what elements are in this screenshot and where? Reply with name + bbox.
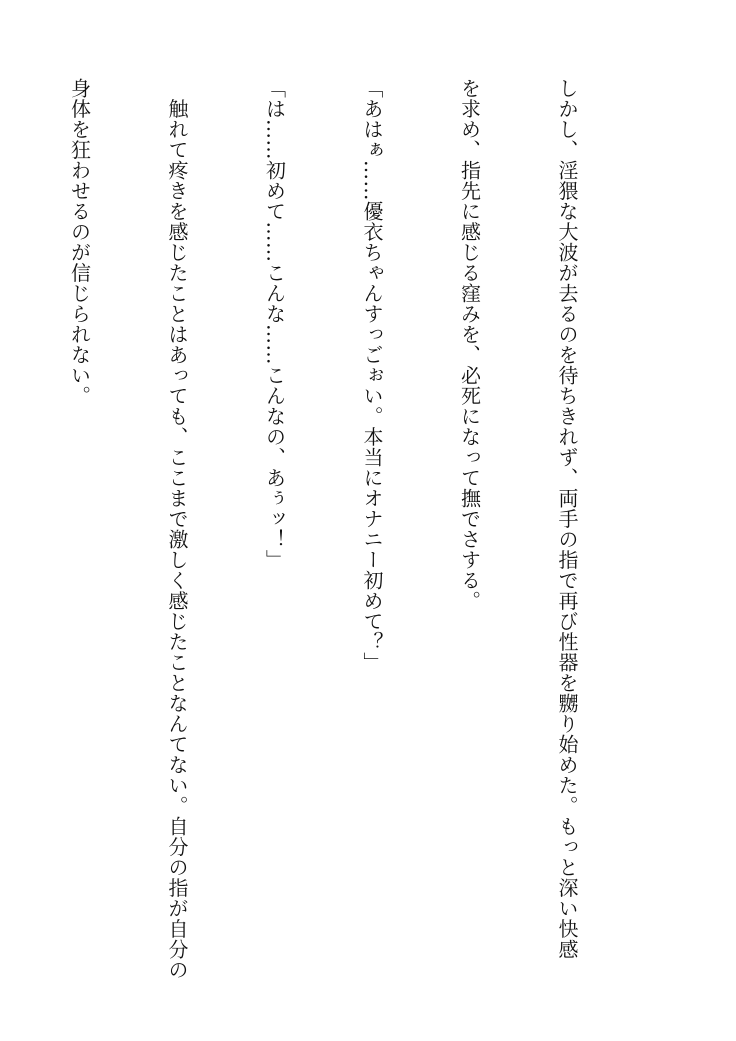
text-line: しかし、淫猥な大波が去るのを待ちきれず、両手の指で再び性器を嬲り始めた。もっと深い快感 xyxy=(555,78,579,960)
text-line: 身体を狂わせるのが信じられない。 xyxy=(67,78,92,406)
text-line: 「あはぁ……優衣ちゃんすっごぉい。本当にオナニー初めて？」 xyxy=(360,78,384,673)
text-line: を求め、指先に感じる窪みを、必死になって撫でさする。 xyxy=(457,78,482,611)
vertical-text-body xyxy=(0,78,648,978)
text-line: 触れて疼きを感じたことはあっても、ここまで激しく感じたことなんてない。自分の指が自分の xyxy=(165,78,189,980)
text-line: 「は……初めて……こんな……こんなの、あぅッ！」 xyxy=(262,78,287,570)
